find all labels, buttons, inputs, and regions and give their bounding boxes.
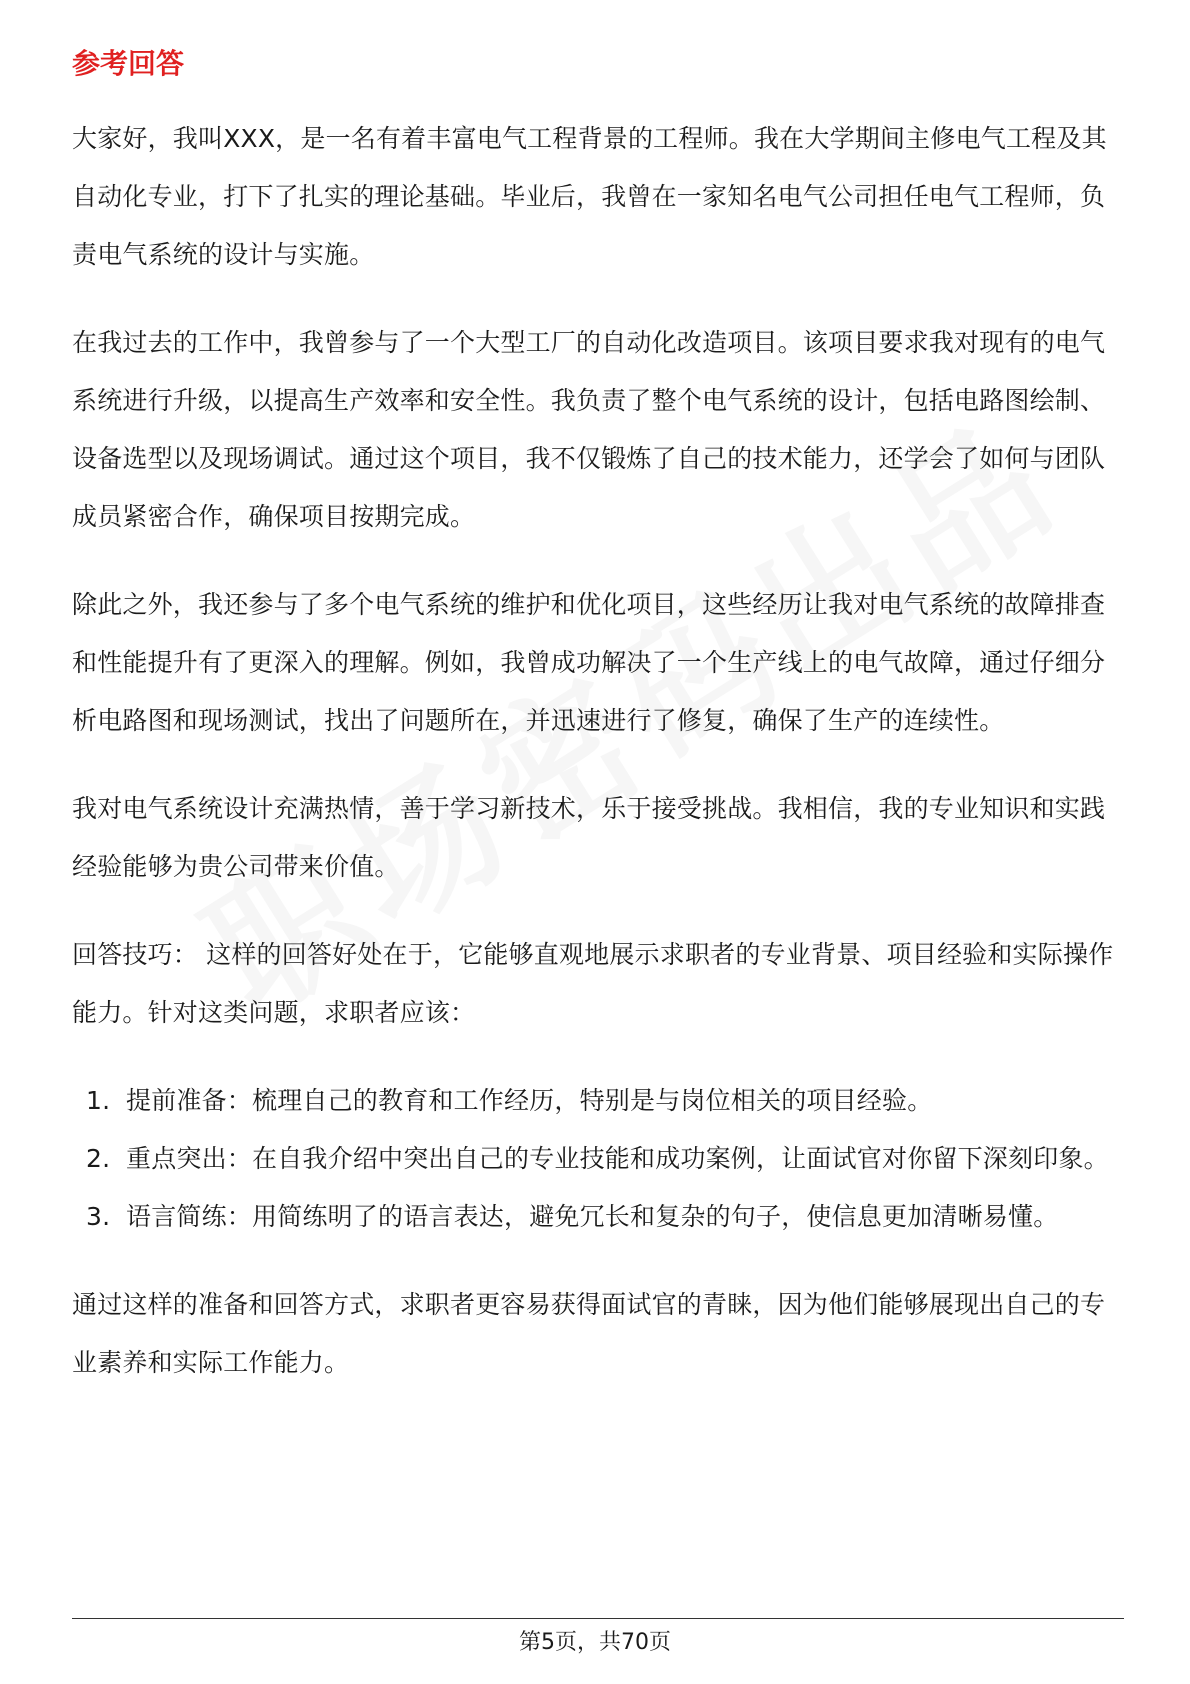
paragraph-maintenance: 除此之外，我还参与了多个电气系统的维护和优化项目，这些经历让我对电气系统的故障排查和性能提升有了更深入的理解。例如，我曾成功解决了一个生产线上的电气故障，通过仔细分析电路图和现场测试，找出了问题所在，并迅速进行了修复，确保了生产的连续性。 (72, 590, 1106, 735)
paragraph-intro: 大家好，我叫XXX，是一名有着丰富电气工程背景的工程师。我在大学期间主修电气工程及其自动化专业，打下了扎实的理论基础。毕业后，我曾在一家知名电气公司担任电气工程师，负责电气系统的设计与实施。 (72, 124, 1107, 269)
list-item-text: 提前准备：梳理自己的教育和工作经历，特别是与岗位相关的项目经验。 (126, 1086, 933, 1115)
document-page (72, 44, 1122, 1422)
page-number: 第5页，共70页 (519, 1630, 671, 1655)
list-item-number: 3. (86, 1202, 111, 1231)
section-heading: 参考回答 (72, 47, 185, 80)
tips-list (72, 1072, 1122, 1246)
list-item (72, 1188, 1122, 1246)
footer-divider (72, 1618, 1124, 1619)
list-item-text: 语言简练：用简练明了的语言表达，避免冗长和复杂的句子，使信息更加清晰易懂。 (126, 1202, 1059, 1231)
list-item-text: 重点突出：在自我介绍中突出自己的专业技能和成功案例，让面试官对你留下深刻印象。 (126, 1144, 1109, 1173)
list-item (72, 1072, 1122, 1130)
paragraph-passion: 我对电气系统设计充满热情，善于学习新技术，乐于接受挑战。我相信，我的专业知识和实践经验能够为贵公司带来价值。 (72, 794, 1106, 881)
paragraph-project: 在我过去的工作中，我曾参与了一个大型工厂的自动化改造项目。该项目要求我对现有的电气系统进行升级，以提高生产效率和安全性。我负责了整个电气系统的设计，包括电路图绘制、设备选型以及现场调试。通过这个项目，我不仅锻炼了自己的技术能力，还学会了如何与团队成员紧密合作，确保项目按期完成。 (72, 328, 1106, 531)
paragraph-closing: 通过这样的准备和回答方式，求职者更容易获得面试官的青睐，因为他们能够展现出自己的专业素养和实际工作能力。 (72, 1290, 1106, 1377)
list-item (72, 1130, 1122, 1188)
list-item-number: 2. (86, 1144, 111, 1173)
list-item-number: 1. (86, 1086, 111, 1115)
paragraph-tips-intro: 回答技巧： 这样的回答好处在于，它能够直观地展示求职者的专业背景、项目经验和实际操作能力。针对这类问题，求职者应该： (72, 940, 1114, 1027)
